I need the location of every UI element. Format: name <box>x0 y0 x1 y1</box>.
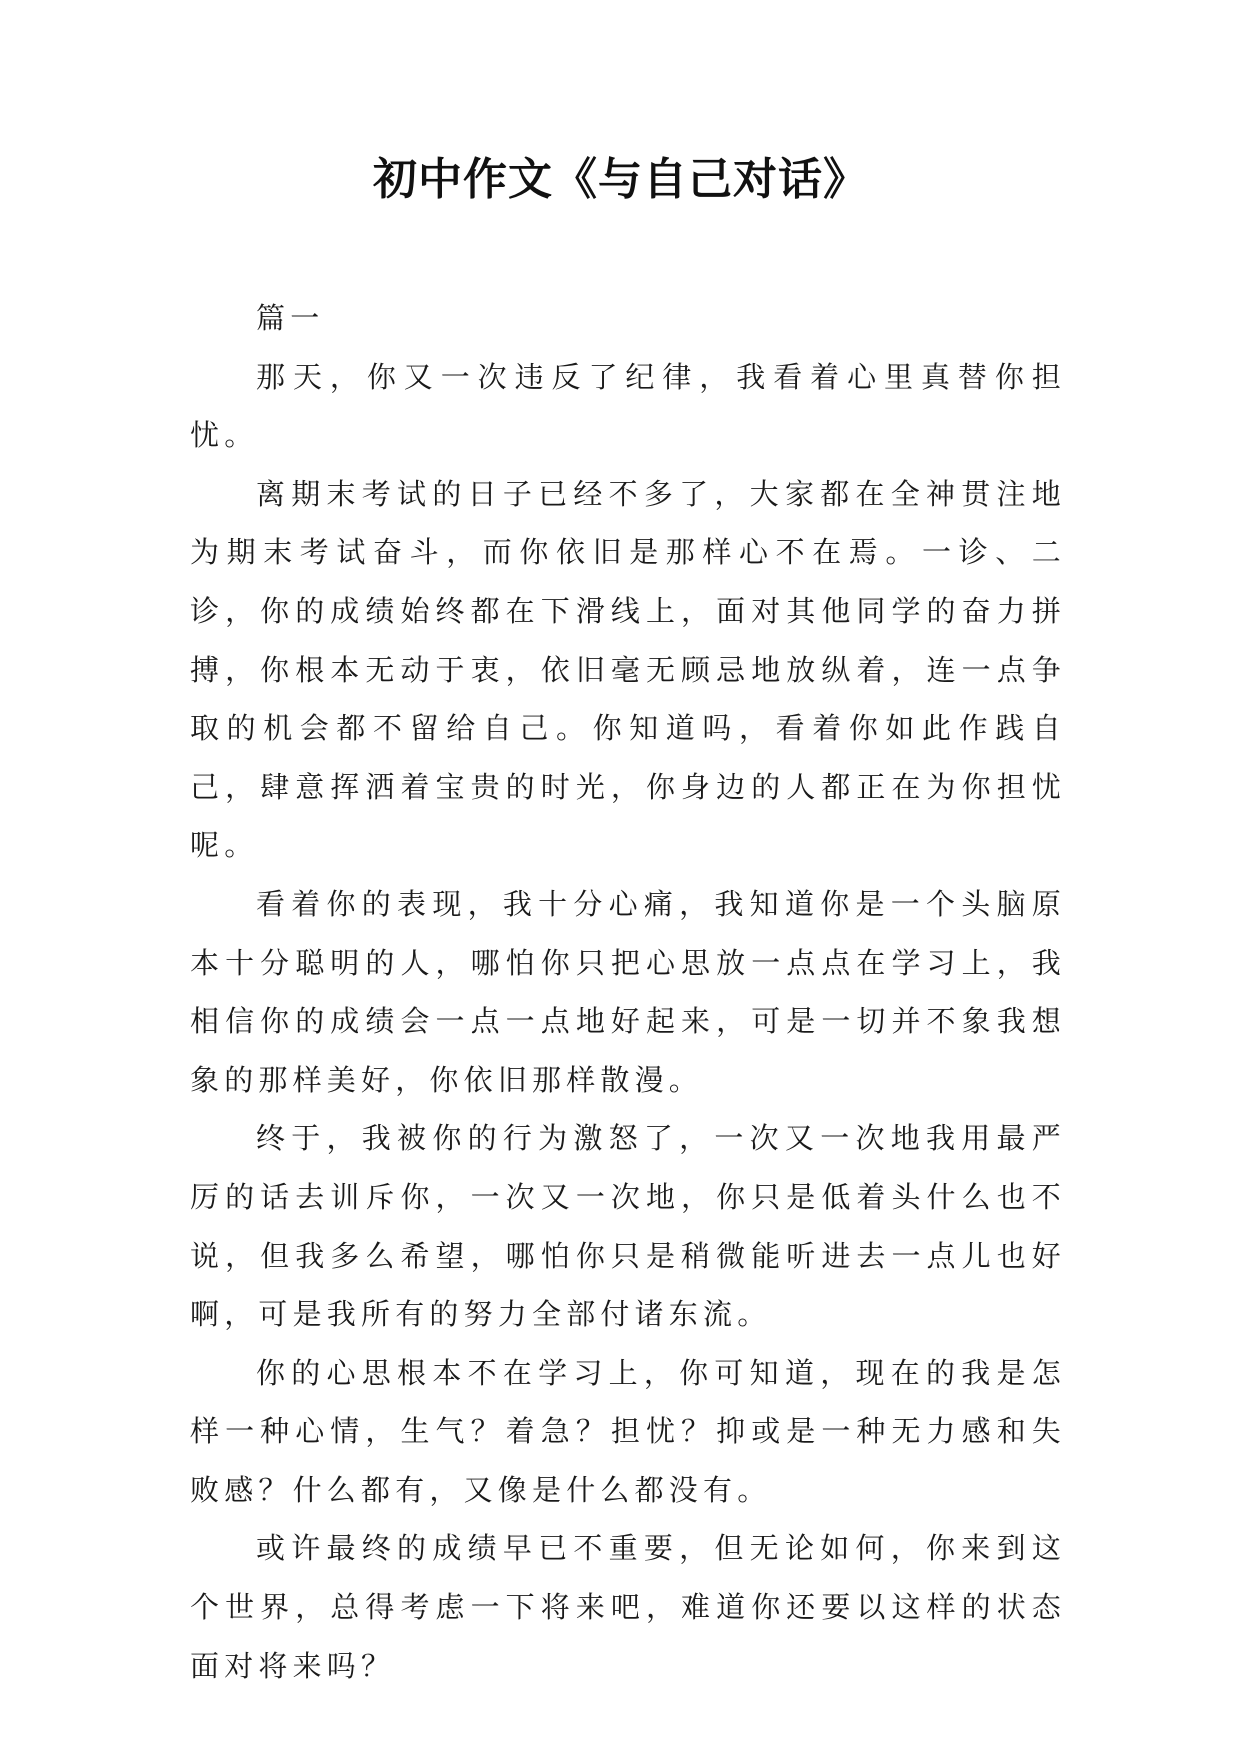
paragraph: 终于，我被你的行为激怒了，一次又一次地我用最严厉的话去训斥你，一次又一次地，你只是低着头什么也不说，但我多么希望，哪怕你只是稍微能听进去一点儿也好啊，可是我所有的努力全部付诸东流。 <box>190 1121 1066 1332</box>
document-title: 初中作文《与自己对话》 <box>373 154 868 205</box>
document-body <box>190 289 1066 1695</box>
section-heading: 篇一 <box>256 301 325 335</box>
paragraph: 离期末考试的日子已经不多了，大家都在全神贯注地为期末考试奋斗，而你依旧是那样心不在焉。一诊、二诊，你的成绩始终都在下滑线上，面对其他同学的奋力拼搏，你根本无动于衷，依旧毫无顾忌地放纵着，连一点争取的机会都不留给自己。你知道吗，看着你如此作践自己，肆意挥洒着宝贵的时光，你身边的人都正在为你担忧呢。 <box>190 476 1066 863</box>
paragraph: 那天，你又一次违反了纪律，我看着心里真替你担忧。 <box>190 359 1066 453</box>
paragraph: 或许最终的成绩早已不重要，但无论如何，你来到这个世界，总得考虑一下将来吧，难道你还要以这样的状态面对将来吗？ <box>190 1531 1066 1683</box>
paragraph: 看着你的表现，我十分心痛，我知道你是一个头脑原本十分聪明的人，哪怕你只把心思放一点点在学习上，我相信你的成绩会一点一点地好起来，可是一切并不象我想象的那样美好，你依旧那样散漫。 <box>190 886 1066 1097</box>
paragraph: 你的心思根本不在学习上，你可知道，现在的我是怎样一种心情，生气？着急？担忧？抑或是一种无力感和失败感？什么都有，又像是什么都没有。 <box>190 1355 1066 1507</box>
